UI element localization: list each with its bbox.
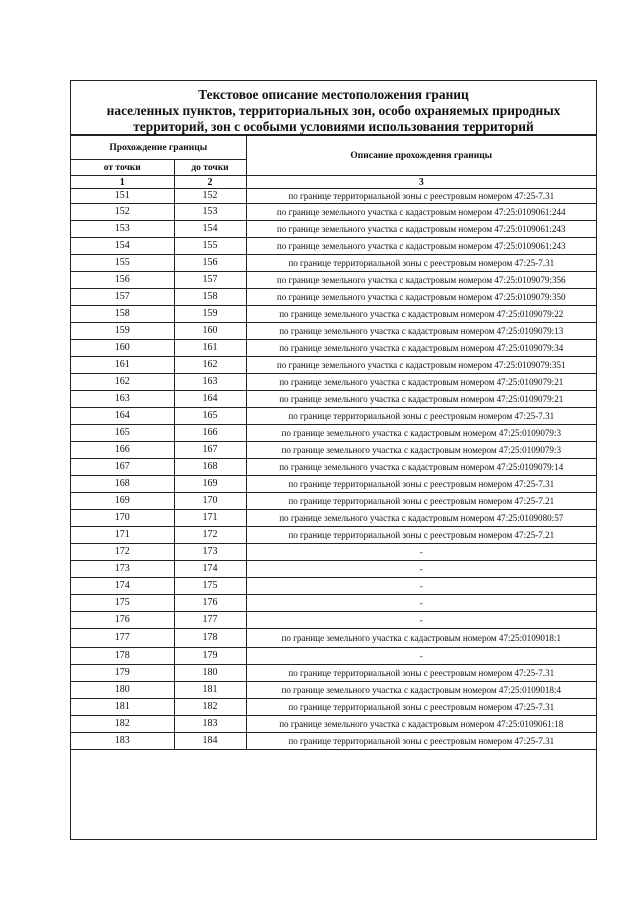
- from-point-cell: 160: [71, 340, 174, 357]
- header-description: Описание прохождения границы: [246, 136, 596, 176]
- table-row: [71, 476, 596, 493]
- from-point-cell: 169: [71, 493, 174, 510]
- column-number: 2: [174, 176, 246, 189]
- from-point-cell: 165: [71, 425, 174, 442]
- description-cell: по границе земельного участка с кадастровым номером 47:25:0109061:244: [246, 204, 596, 221]
- table-row: [71, 648, 596, 665]
- header-boundary-passage: Прохождение границы: [71, 136, 246, 160]
- to-point-cell: 178: [174, 629, 246, 648]
- description-cell: по границе территориальной зоны с реестровым номером 47:25-7.31: [246, 476, 596, 493]
- table-row: [71, 204, 596, 221]
- from-point-cell: 182: [71, 716, 174, 733]
- to-point-cell: 165: [174, 408, 246, 425]
- table-row: [71, 682, 596, 699]
- to-point-cell: 179: [174, 648, 246, 665]
- description-cell: по границе земельного участка с кадастровым номером 47:25:0109079:14: [246, 459, 596, 476]
- from-point-cell: 167: [71, 459, 174, 476]
- table-row: [71, 272, 596, 289]
- to-point-cell: 182: [174, 699, 246, 716]
- description-cell: -: [246, 595, 596, 612]
- from-point-cell: 176: [71, 612, 174, 629]
- table-row: [71, 442, 596, 459]
- description-cell: по границе территориальной зоны с реестровым номером 47:25-7.31: [246, 255, 596, 272]
- table-body: [71, 189, 596, 750]
- boundary-table: [71, 135, 596, 750]
- to-point-cell: 177: [174, 612, 246, 629]
- to-point-cell: 170: [174, 493, 246, 510]
- from-point-cell: 183: [71, 733, 174, 750]
- from-point-cell: 153: [71, 221, 174, 238]
- description-cell: -: [246, 544, 596, 561]
- from-point-cell: 166: [71, 442, 174, 459]
- description-cell: -: [246, 578, 596, 595]
- table-row: [71, 238, 596, 255]
- from-point-cell: 180: [71, 682, 174, 699]
- description-cell: -: [246, 612, 596, 629]
- table-row: [71, 374, 596, 391]
- description-cell: по границе территориальной зоны с реестровым номером 47:25-7.21: [246, 493, 596, 510]
- from-point-cell: 154: [71, 238, 174, 255]
- table-row: [71, 510, 596, 527]
- to-point-cell: 158: [174, 289, 246, 306]
- to-point-cell: 172: [174, 527, 246, 544]
- table-row: [71, 323, 596, 340]
- table-row: [71, 527, 596, 544]
- table-row: [71, 544, 596, 561]
- to-point-cell: 157: [174, 272, 246, 289]
- description-cell: по границе земельного участка с кадастровым номером 47:25:0109079:21: [246, 374, 596, 391]
- from-point-cell: 163: [71, 391, 174, 408]
- to-point-cell: 173: [174, 544, 246, 561]
- from-point-cell: 171: [71, 527, 174, 544]
- table-row: [71, 221, 596, 238]
- description-cell: по границе территориальной зоны с реестровым номером 47:25-7.31: [246, 665, 596, 682]
- to-point-cell: 181: [174, 682, 246, 699]
- to-point-cell: 162: [174, 357, 246, 374]
- table-row: [71, 459, 596, 476]
- table-row: [71, 493, 596, 510]
- from-point-cell: 177: [71, 629, 174, 648]
- description-cell: -: [246, 561, 596, 578]
- description-cell: по границе земельного участка с кадастровым номером 47:25:0109079:3: [246, 442, 596, 459]
- to-point-cell: 175: [174, 578, 246, 595]
- table-row: [71, 561, 596, 578]
- description-cell: по границе территориальной зоны с реестровым номером 47:25-7.31: [246, 699, 596, 716]
- description-cell: по границе земельного участка с кадастровым номером 47:25:0109080:57: [246, 510, 596, 527]
- to-point-cell: 184: [174, 733, 246, 750]
- description-cell: по границе земельного участка с кадастровым номером 47:25:0109018:4: [246, 682, 596, 699]
- from-point-cell: 173: [71, 561, 174, 578]
- from-point-cell: 168: [71, 476, 174, 493]
- to-point-cell: 163: [174, 374, 246, 391]
- table-row: [71, 733, 596, 750]
- header-from-point: от точки: [71, 160, 174, 176]
- table-row: [71, 629, 596, 648]
- description-cell: по границе земельного участка с кадастровым номером 47:25:0109061:243: [246, 221, 596, 238]
- from-point-cell: 179: [71, 665, 174, 682]
- description-cell: по границе земельного участка с кадастровым номером 47:25:0109079:21: [246, 391, 596, 408]
- column-number: 3: [246, 176, 596, 189]
- to-point-cell: 156: [174, 255, 246, 272]
- to-point-cell: 161: [174, 340, 246, 357]
- to-point-cell: 183: [174, 716, 246, 733]
- to-point-cell: 155: [174, 238, 246, 255]
- title-line: Текстовое описание местоположения границ: [198, 87, 469, 102]
- table-row: [71, 425, 596, 442]
- to-point-cell: 153: [174, 204, 246, 221]
- description-cell: -: [246, 648, 596, 665]
- from-point-cell: 178: [71, 648, 174, 665]
- table-row: [71, 612, 596, 629]
- column-number: 1: [71, 176, 174, 189]
- from-point-cell: 161: [71, 357, 174, 374]
- table-row: [71, 578, 596, 595]
- table-row: [71, 595, 596, 612]
- from-point-cell: 172: [71, 544, 174, 561]
- description-cell: по границе территориальной зоны с реестровым номером 47:25-7.21: [246, 527, 596, 544]
- from-point-cell: 155: [71, 255, 174, 272]
- description-cell: по границе земельного участка с кадастровым номером 47:25:0109079:351: [246, 357, 596, 374]
- table-row: [71, 665, 596, 682]
- from-point-cell: 156: [71, 272, 174, 289]
- from-point-cell: 162: [71, 374, 174, 391]
- from-point-cell: 151: [71, 189, 174, 204]
- to-point-cell: 168: [174, 459, 246, 476]
- to-point-cell: 164: [174, 391, 246, 408]
- to-point-cell: 160: [174, 323, 246, 340]
- description-cell: по границе земельного участка с кадастровым номером 47:25:0109018:1: [246, 629, 596, 648]
- header-to-point: до точки: [174, 160, 246, 176]
- from-point-cell: 175: [71, 595, 174, 612]
- document-title: [71, 81, 596, 135]
- to-point-cell: 154: [174, 221, 246, 238]
- from-point-cell: 164: [71, 408, 174, 425]
- from-point-cell: 174: [71, 578, 174, 595]
- table-row: [71, 408, 596, 425]
- to-point-cell: 176: [174, 595, 246, 612]
- description-cell: по границе земельного участка с кадастровым номером 47:25:0109079:34: [246, 340, 596, 357]
- description-cell: по границе территориальной зоны с реестровым номером 47:25-7.31: [246, 408, 596, 425]
- from-point-cell: 159: [71, 323, 174, 340]
- document-frame: [70, 80, 597, 840]
- table-row: [71, 255, 596, 272]
- table-row: [71, 699, 596, 716]
- table-row: [71, 189, 596, 204]
- from-point-cell: 157: [71, 289, 174, 306]
- to-point-cell: 171: [174, 510, 246, 527]
- to-point-cell: 174: [174, 561, 246, 578]
- to-point-cell: 180: [174, 665, 246, 682]
- from-point-cell: 181: [71, 699, 174, 716]
- from-point-cell: 158: [71, 306, 174, 323]
- description-cell: по границе земельного участка с кадастровым номером 47:25:0109079:356: [246, 272, 596, 289]
- table-row: [71, 391, 596, 408]
- description-cell: по границе земельного участка с кадастровым номером 47:25:0109079:13: [246, 323, 596, 340]
- description-cell: по границе земельного участка с кадастровым номером 47:25:0109061:243: [246, 238, 596, 255]
- description-cell: по границе земельного участка с кадастровым номером 47:25:0109079:350: [246, 289, 596, 306]
- description-cell: по границе территориальной зоны с реестровым номером 47:25-7.31: [246, 189, 596, 204]
- description-cell: по границе земельного участка с кадастровым номером 47:25:0109079:22: [246, 306, 596, 323]
- title-line: территорий, зон с особыми условиями использования территорий: [133, 119, 534, 134]
- description-cell: по границе земельного участка с кадастровым номером 47:25:0109061:18: [246, 716, 596, 733]
- table-row: [71, 340, 596, 357]
- table-row: [71, 716, 596, 733]
- to-point-cell: 169: [174, 476, 246, 493]
- table-row: [71, 306, 596, 323]
- table-row: [71, 289, 596, 306]
- from-point-cell: 152: [71, 204, 174, 221]
- to-point-cell: 159: [174, 306, 246, 323]
- table-row: [71, 357, 596, 374]
- description-cell: по границе земельного участка с кадастровым номером 47:25:0109079:3: [246, 425, 596, 442]
- description-cell: по границе территориальной зоны с реестровым номером 47:25-7.31: [246, 733, 596, 750]
- to-point-cell: 152: [174, 189, 246, 204]
- from-point-cell: 170: [71, 510, 174, 527]
- to-point-cell: 166: [174, 425, 246, 442]
- title-line: населенных пунктов, территориальных зон, особо охраняемых природных: [106, 103, 561, 118]
- to-point-cell: 167: [174, 442, 246, 459]
